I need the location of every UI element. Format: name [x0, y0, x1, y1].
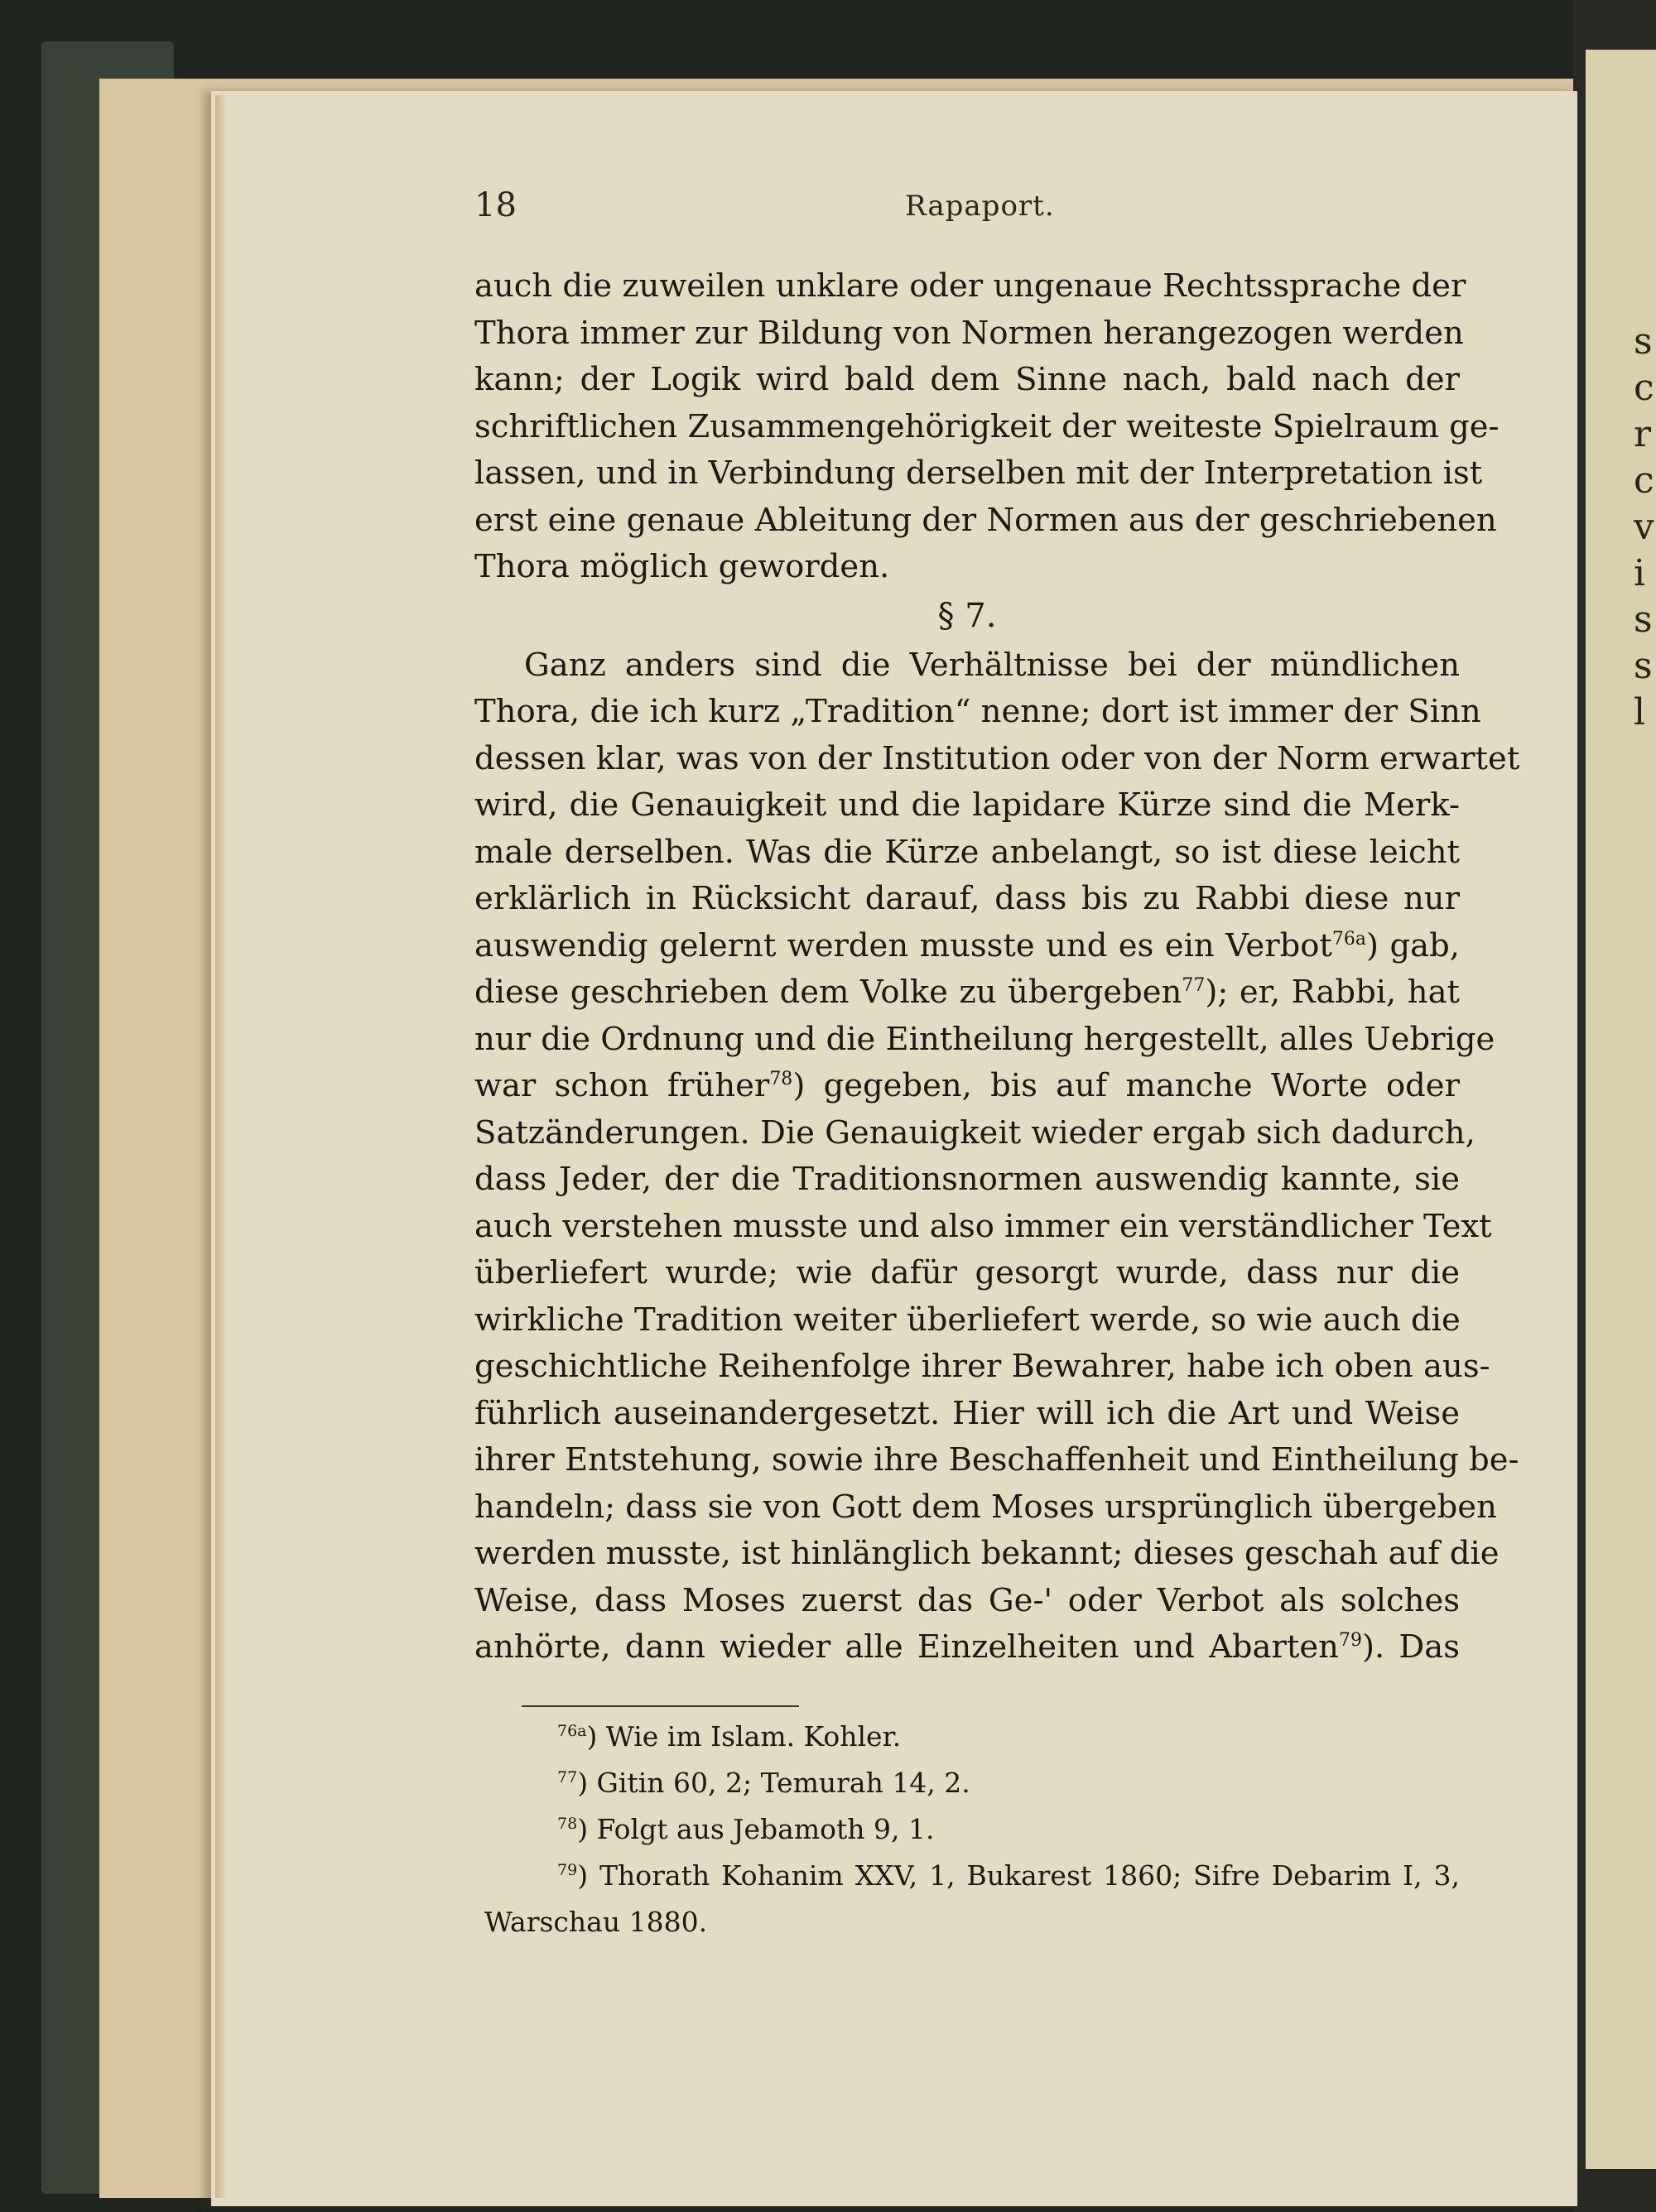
footnotes	[474, 1714, 1460, 1945]
footnote-continuation: Warschau 1880.	[484, 1906, 708, 1938]
text-line: nur die Ordnung und die Eintheilung hergestellt, alles Uebrige	[474, 1020, 1495, 1058]
text-line: überliefert wurde; wie dafür gesorgt wurde, dass nur die	[474, 1254, 1460, 1291]
text-line: werden musste, ist hinlänglich bekannt; dieses geschah auf die	[474, 1535, 1500, 1572]
text-line: anhörte, dann wieder alle Einzelheiten und Abarten$^{79}$). Das	[474, 1628, 1460, 1666]
text-line: lassen, und in Verbindung derselben mit der Interpretation ist	[474, 454, 1483, 492]
text-line: male derselben. Was die Kürze anbelangt, so ist diese leicht	[474, 833, 1460, 871]
page-number: 18	[474, 186, 517, 224]
section-heading: § 7.	[937, 596, 997, 635]
text-line: wird, die Genauigkeit und die lapidare Kürze sind die Merk-	[474, 786, 1460, 824]
footnote: $^{78}$) Folgt aus Jebamoth 9, 1.	[557, 1813, 935, 1845]
footnote-ref: 78	[769, 1069, 793, 1090]
page-header	[474, 186, 1468, 236]
text-line: führlich auseinandergesetzt. Hier will ich die Art und Weise	[474, 1394, 1460, 1432]
facing-page-letters: s c r c v i s s l	[1634, 320, 1654, 733]
running-head: Rapaport.	[905, 190, 1055, 223]
text-line: handeln; dass sie von Gott dem Moses ursprünglich übergeben	[474, 1488, 1497, 1526]
footnote-ref: 79	[1338, 1630, 1362, 1652]
footnote-ref: 76a	[1331, 928, 1367, 950]
body-text	[474, 263, 1520, 1671]
text-line: war schon früher$^{78}$) gegeben, bis auf manche Worte oder	[474, 1067, 1460, 1104]
text-line: Thora möglich geworden.	[474, 548, 890, 585]
text-line: diese geschrieben dem Volke zu übergeben$^{77}$); er, Rabbi, hat	[474, 974, 1461, 1011]
text-line: geschichtliche Reihenfolge ihrer Bewahrer, habe ich oben aus-	[474, 1348, 1490, 1385]
text-line: Ganz anders sind die Verhältnisse bei der mündlichen	[524, 646, 1460, 684]
footnote: $^{77}$) Gitin 60, 2; Temurah 14, 2.	[557, 1767, 970, 1799]
text-line: auswendig gelernt werden musste und es ein Verbot$^{76a}$) gab,	[474, 926, 1460, 964]
text-line: auch die zuweilen unklare oder ungenaue Rechtssprache der	[474, 267, 1466, 305]
page-gutter-shadow	[215, 95, 227, 2198]
text-line: schriftlichen Zusammengehörigkeit der weiteste Spielraum ge-	[474, 407, 1500, 445]
text-line: Satzänderungen. Die Genauigkeit wieder ergab sich dadurch,	[474, 1113, 1475, 1152]
text-line: auch verstehen musste und also immer ein verständlicher Text	[474, 1207, 1492, 1245]
text-line: Thora, die ich kurz „Tradition“ nenne; dort ist immer der Sinn	[474, 693, 1481, 730]
text-line: kann; der Logik wird bald dem Sinne nach, bald nach der	[474, 361, 1460, 398]
text-line: erklärlich in Rücksicht darauf, dass bis zu Rabbi diese nur	[474, 880, 1460, 917]
footnote: $^{76a}$) Wie im Islam. Kohler.	[557, 1720, 902, 1753]
text-line: Thora immer zur Bildung von Normen herangezogen werden	[474, 314, 1464, 352]
text-line: Weise, dass Moses zuerst das Ge-' oder Verbot als solches	[474, 1581, 1460, 1619]
text-line: dass Jeder, der die Traditionsnormen auswendig kannte, sie	[474, 1161, 1460, 1198]
text-line: dessen klar, was von der Institution oder von der Norm erwartet	[474, 739, 1520, 777]
facing-page-fragment	[1586, 50, 1656, 2169]
text-line: wirkliche Tradition weiter überliefert werde, so wie auch die	[474, 1301, 1461, 1339]
footnote-rule	[522, 1705, 799, 1707]
text-line: erst eine genaue Ableitung der Normen aus der geschriebenen	[474, 501, 1497, 539]
footnote: $^{79}$) Thorath Kohanim XXV, 1, Bukarest 1860; Sifre Debarim I, 3,	[557, 1859, 1460, 1892]
text-line: ihrer Entstehung, sowie ihre Beschaffenheit und Eintheilung be-	[474, 1441, 1519, 1479]
footnote-ref: 77	[1182, 975, 1206, 997]
